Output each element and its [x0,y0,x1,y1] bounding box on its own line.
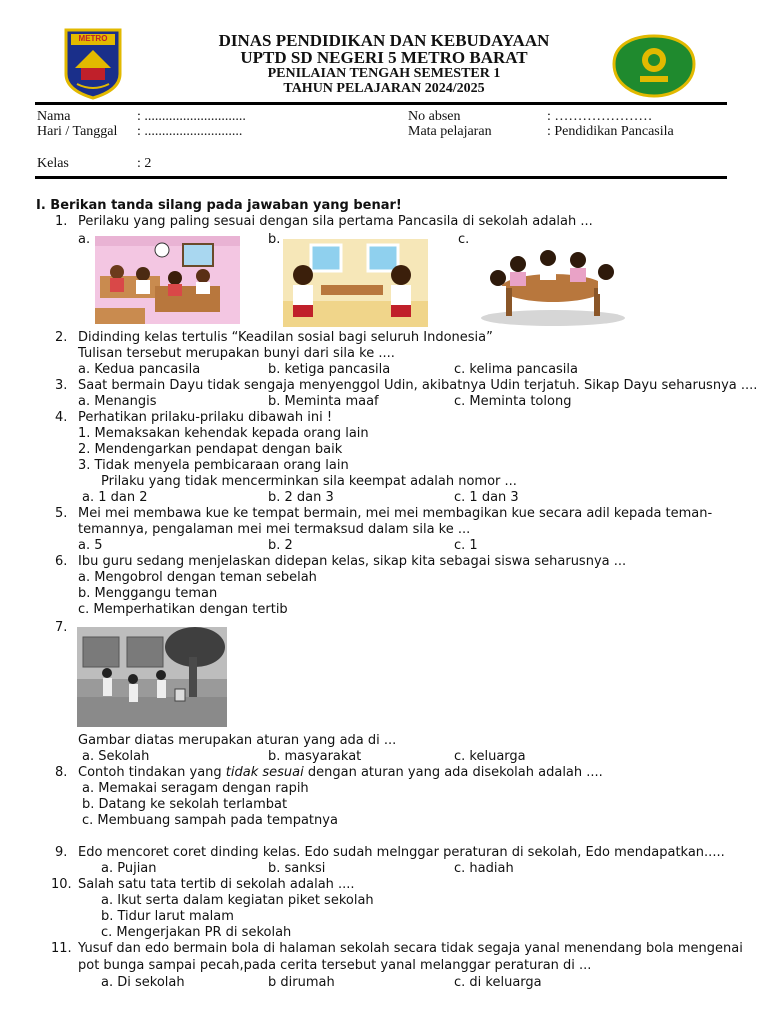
q4-text-2: Prilaku yang tidak mencerminkan sila keempat adalah nomor ... [101,474,517,489]
header-line-2: UPTD SD NEGERI 5 METRO BARAT [240,48,528,67]
q6-option-a[interactable]: a. Mengobrol dengan teman sebelah [78,570,317,585]
identity-divider [35,176,727,179]
header-line-1: DINAS PENDIDIKAN DAN KEBUDAYAAN [218,31,550,50]
q8-number: 8. [55,765,68,780]
q8-option-c[interactable]: c. Membuang sampah pada tempatnya [82,813,338,828]
q2-number: 2. [55,330,68,345]
q2-option-c[interactable]: c. kelima pancasila [454,362,578,377]
q11-option-b[interactable]: b dirumah [268,975,335,990]
q5-option-c[interactable]: c. 1 [454,538,478,553]
q8-text-pre: Contoh tindakan yang [78,765,226,780]
q5-number: 5. [55,506,68,521]
q4-option-b[interactable]: b. 2 dan 3 [268,490,334,505]
q1-image-b-cleaning [283,239,428,327]
q5-text-2: temannya, pengalaman mei mei termaksud dalam sila ke ... [78,522,471,537]
q11-option-c[interactable]: c. di keluarga [454,975,542,990]
absen-label: No absen [408,109,461,124]
q8-text [78,765,603,780]
q4-option-a[interactable]: a. 1 dan 2 [82,490,148,505]
q5-option-b[interactable]: b. 2 [268,538,293,553]
q10-option-c[interactable]: c. Mengerjakan PR di sekolah [101,925,292,940]
section-title: I. Berikan tanda silang pada jawaban yang benar! [36,198,402,213]
q1-option-c[interactable]: c. [458,232,470,247]
q7-image-school-yard [77,627,227,727]
q8-text-emphasis: tidak sesuai [225,765,304,780]
q1-number: 1. [55,214,68,229]
q2-option-b[interactable]: b. ketiga pancasila [268,362,391,377]
q7-option-a[interactable]: a. Sekolah [82,749,150,764]
q4-item-2: 2. Mendengarkan pendapat dengan baik [78,442,343,457]
q11-option-a[interactable]: a. Di sekolah [101,975,185,990]
header-divider [35,102,727,105]
q1-option-a[interactable]: a. [78,232,91,247]
kelas-value: : 2 [137,156,152,171]
q1-text: Perilaku yang paling sesuai dengan sila pertama Pancasila di sekolah adalah ... [78,214,593,229]
q9-option-a[interactable]: a. Pujian [101,861,157,876]
q11-number: 11. [51,941,72,956]
q3-option-b[interactable]: b. Meminta maaf [268,394,379,409]
q6-number: 6. [55,554,68,569]
header-line-4: TAHUN PELAJARAN 2024/2025 [283,81,485,96]
q5-text: Mei mei membawa kue ke tempat bermain, mei mei membagikan kue secara adil kepada teman- [78,506,713,521]
q9-option-b[interactable]: b. sanksi [268,861,326,876]
q4-option-c[interactable]: c. 1 dan 3 [454,490,519,505]
q8-option-a[interactable]: a. Memakai seragam dengan rapih [82,781,309,796]
q10-option-b[interactable]: b. Tidur larut malam [101,909,234,924]
header-line-3: PENILAIAN TENGAH SEMESTER 1 [267,66,501,81]
q8-option-b[interactable]: b. Datang ke sekolah terlambat [82,797,288,812]
q6-text: Ibu guru sedang menjelaskan didepan kelas, sikap kita sebagai siswa seharusnya ... [78,554,627,569]
q5-option-a[interactable]: a. 5 [78,538,103,553]
nama-label: Nama [37,109,71,124]
kelas-label: Kelas [37,156,69,171]
q9-option-c[interactable]: c. hadiah [454,861,514,876]
q6-option-c[interactable]: c. Memperhatikan dengan tertib [78,602,288,617]
q10-number: 10. [51,877,72,892]
q9-text: Edo mencoret coret dinding kelas. Edo sudah melnggar peraturan di sekolah, Edo mendapatkan..... [78,845,725,860]
q1-image-a-classroom [95,236,240,324]
q3-option-a[interactable]: a. Menangis [78,394,157,409]
metro-logo-text: METRO [78,34,108,43]
q7-number: 7. [55,620,68,635]
q3-number: 3. [55,378,68,393]
q11-text-2: pot bunga sampai pecah,pada cerita tersebut yanal melanggar peraturan di ... [78,958,592,973]
q7-text: Gambar diatas merupakan aturan yang ada di ... [78,733,397,748]
q4-item-3: 3. Tidak menyela pembicaraan orang lain [78,458,349,473]
q4-text: Perhatikan prilaku-prilaku dibawah ini ! [78,410,333,425]
q7-option-b[interactable]: b. masyarakat [268,749,362,764]
q4-item-1: 1. Memaksakan kehendak kepada orang lain [78,426,369,441]
hari-field[interactable]: : ............................ [137,124,243,139]
q2-text: Didinding kelas tertulis “Keadilan sosial bagi seluruh Indonesia” [78,330,493,345]
q4-number: 4. [55,410,68,425]
q1-option-b[interactable]: b. [268,232,281,247]
nama-field[interactable]: : ............................. [137,109,246,124]
q3-text: Saat bermain Dayu tidak sengaja menyenggol Udin, akibatnya Udin terjatuh. Sikap Dayu seharusnya .... [78,378,758,393]
hari-label: Hari / Tanggal [37,124,118,139]
q9-number: 9. [55,845,68,860]
q2-text-2: Tulisan tersebut merupakan bunyi dari sila ke .... [78,346,395,361]
q7-option-c[interactable]: c. keluarga [454,749,526,764]
q10-option-a[interactable]: a. Ikut serta dalam kegiatan piket sekolah [101,893,374,908]
q10-text: Salah satu tata tertib di sekolah adalah .... [78,877,355,892]
q2-option-a[interactable]: a. Kedua pancasila [78,362,201,377]
q8-text-post: dengan aturan yang ada disekolah adalah .... [303,765,603,780]
q6-option-b[interactable]: b. Menggangu teman [78,586,218,601]
q11-text: Yusuf dan edo bermain bola di halaman sekolah secara tidak segaja yanal menendang bola mengenai [78,941,743,956]
q1-image-c-group-table [478,238,628,326]
mapel-value: : Pendidikan Pancasila [547,124,674,139]
q3-option-c[interactable]: c. Meminta tolong [454,394,572,409]
absen-field[interactable]: : ………………… [547,109,653,124]
mapel-label: Mata pelajaran [408,124,492,139]
